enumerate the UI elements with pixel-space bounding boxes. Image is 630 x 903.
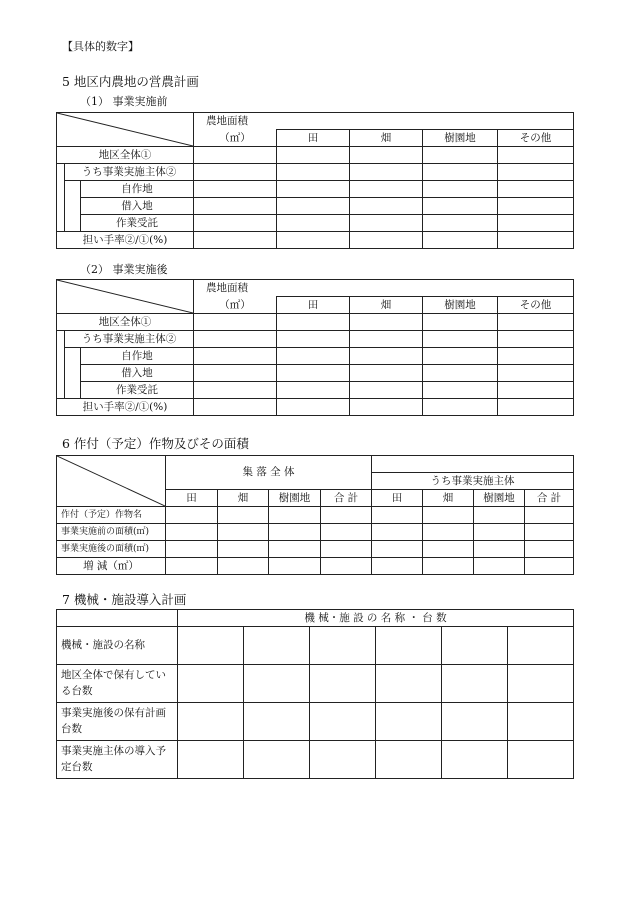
row-label: 作業受託 [81, 382, 194, 399]
table-row [57, 314, 574, 331]
row-label: 機械・施設の名称 [57, 627, 178, 665]
table-row [57, 348, 574, 365]
table-row [57, 741, 574, 779]
col-header: 畑 [218, 490, 269, 507]
row-label: 自作地 [81, 181, 194, 198]
table-row [57, 198, 574, 215]
diagonal-corner-cell [57, 280, 194, 314]
row-label: 作付（予定）作物名 [57, 507, 166, 524]
col-header: 田 [166, 490, 218, 507]
table-row [57, 147, 574, 164]
row-label: 事業実施主体の導入予定台数 [57, 741, 178, 779]
section-5-2-subtitle: （2） 事業実施後 [80, 263, 168, 276]
col-header: 田 [277, 130, 350, 147]
row-label: 借入地 [81, 365, 194, 382]
col-header: その他 [498, 297, 574, 314]
row-label: 担い手率②/①(%) [57, 399, 194, 416]
table-row [57, 164, 574, 181]
machinery-plan-table [56, 609, 574, 779]
table-row [57, 331, 574, 348]
col-header: 合 計 [525, 490, 574, 507]
col-header: 樹園地 [269, 490, 321, 507]
unit-label: （㎡） [194, 130, 277, 147]
section-6-title: 6 作付（予定）作物及びその面積 [62, 436, 249, 451]
table-row [57, 627, 574, 665]
section-5-1-subtitle: （1） 事業実施前 [80, 95, 168, 108]
document-header: 【具体的数字】 [62, 40, 139, 53]
table-row [57, 382, 574, 399]
table-row [57, 524, 574, 541]
section-5-title: 5 地区内農地の営農計画 [62, 74, 199, 89]
table-row [57, 558, 574, 575]
group-header-village: 集 落 全 体 [166, 456, 372, 490]
row-label: 作業受託 [81, 215, 194, 232]
col-header: 田 [277, 297, 350, 314]
row-label: うち事業実施主体② [65, 164, 194, 181]
row-label: 事業実施前の面積(㎡) [57, 524, 166, 541]
row-label: 事業実施後の保有計画台数 [57, 703, 178, 741]
row-label: 地区全体① [57, 314, 194, 331]
table-row [57, 507, 574, 524]
section-7-title: 7 機械・施設導入計画 [62, 592, 187, 607]
col-header: 畑 [423, 490, 474, 507]
farm-plan-before-table [56, 112, 574, 249]
row-label: 事業実施後の面積(㎡) [57, 541, 166, 558]
farm-area-label: 農地面積 [206, 114, 249, 127]
table-row [57, 232, 574, 249]
farm-plan-after-table [56, 279, 574, 416]
group-header-implementer: うち事業実施主体 [372, 473, 574, 490]
col-header: 樹園地 [423, 297, 498, 314]
col-header: 田 [372, 490, 423, 507]
table-row [57, 215, 574, 232]
crop-area-table [56, 455, 574, 575]
row-label: 自作地 [81, 348, 194, 365]
table-row [57, 181, 574, 198]
row-label: 地区全体① [57, 147, 194, 164]
table-row [57, 665, 574, 703]
unit-label: （㎡） [194, 297, 277, 314]
col-header: 樹園地 [474, 490, 525, 507]
col-header: 樹園地 [423, 130, 498, 147]
col-header: 合 計 [321, 490, 372, 507]
table-row [57, 703, 574, 741]
col-header: 畑 [350, 297, 423, 314]
table-row [57, 365, 574, 382]
row-label: 借入地 [81, 198, 194, 215]
diagonal-corner-cell [57, 113, 194, 147]
row-label: 増 減（㎡） [57, 558, 166, 575]
farm-area-label: 農地面積 [206, 281, 249, 294]
row-label: 地区全体で保有している台数 [57, 665, 178, 703]
table-row [57, 541, 574, 558]
row-label: うち事業実施主体② [65, 331, 194, 348]
table-row [57, 399, 574, 416]
row-label: 担い手率②/①(%) [57, 232, 194, 249]
diagonal-corner-cell [57, 456, 166, 507]
machinery-header: 機 械・施 設 の 名 称 ・ 台 数 [178, 610, 574, 627]
col-header: 畑 [350, 130, 423, 147]
col-header: その他 [498, 130, 574, 147]
